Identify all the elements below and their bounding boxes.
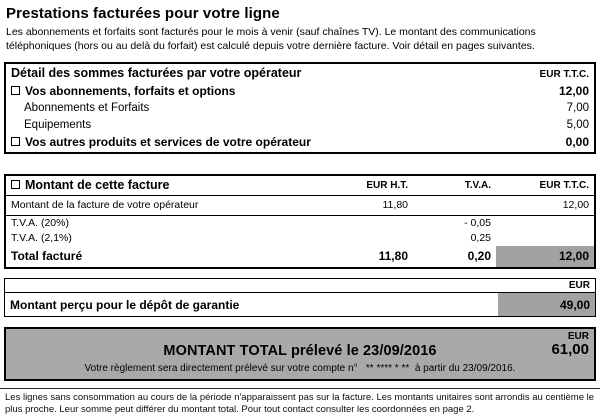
table-row	[6, 216, 594, 231]
row-value: 5,00	[566, 119, 589, 131]
row-label: Montant de la facture de votre opérateur	[11, 199, 199, 211]
deposit-table	[4, 278, 596, 317]
row-label: Equipements	[24, 119, 92, 131]
invoice-table-title: Montant de cette facture	[25, 178, 170, 192]
table-row	[6, 83, 594, 100]
checkbox-icon	[11, 137, 20, 146]
currency-header-eur: EUR	[5, 279, 595, 293]
table-row	[6, 231, 594, 246]
table-row	[6, 100, 594, 117]
row-label: T.V.A. (20%)	[11, 217, 69, 229]
row-label: Vos abonnements, forfaits et options	[25, 84, 236, 98]
deposit-label: Montant perçu pour le dépôt de garantie	[10, 297, 240, 312]
total-title: MONTANT TOTAL prélevé le 23/09/2016	[163, 343, 437, 359]
operator-table-header	[6, 65, 594, 83]
invoice-amount-table	[4, 174, 596, 269]
checkbox-icon	[11, 86, 20, 95]
row-label: Abonnements et Forfaits	[24, 102, 150, 114]
intro-text: Les abonnements et forfaits sont facturés pour le mois à venir (sauf chaînes TV). Le montant des communications téléphoniques (hors ou au delà du forfait) est calculé depuis votre dernière facture. Voir détail en pages suivantes.	[6, 26, 536, 52]
total-box	[4, 327, 596, 381]
currency-header-eur: EUR	[567, 331, 589, 342]
row-value: 0,00	[565, 135, 589, 149]
column-header-ht: EUR H.T.	[366, 180, 408, 191]
total-amount: 61,00	[551, 341, 589, 358]
footer-note: Les lignes sans consommation au cours de la période n'apparaissent pas sur la facture. Les montants unitaires sont arrondis au centième le plus proche. Leur somme peut différer du montant total. Pour tout contact consulter les coordonnées en page 2.	[5, 392, 595, 415]
row-value: 12,00	[558, 84, 589, 98]
cell-tva: 0,25	[470, 232, 491, 244]
total-row	[6, 246, 594, 267]
cell-ht: 11,80	[378, 249, 408, 263]
column-header-tva: T.V.A.	[464, 180, 491, 191]
row-label: Total facturé	[11, 249, 83, 263]
total-note: Votre règlement sera directement prélevé sur votre compte n° ** **** * ** à partir du 23/09/2016.	[84, 363, 516, 374]
invoice-table-header	[6, 176, 594, 196]
operator-charges-table	[4, 62, 596, 154]
table-row	[6, 196, 594, 216]
row-label: T.V.A. (2,1%)	[11, 232, 72, 244]
cell-ttc	[496, 231, 594, 246]
page-title: Prestations facturées pour votre ligne	[6, 5, 280, 22]
table-row	[5, 293, 595, 316]
cell-ht	[316, 231, 413, 246]
checkbox-icon	[11, 180, 20, 189]
footer-divider	[0, 388, 600, 389]
row-label: Vos autres produits et services de votre opérateur	[25, 135, 311, 149]
row-value: 7,00	[566, 102, 589, 114]
table-row	[6, 134, 594, 151]
cell-ht: 11,80	[382, 199, 408, 211]
highlight-cell-ttc: 12,00	[496, 246, 594, 267]
cell-ttc	[496, 216, 594, 231]
column-header-ttc: EUR T.T.C.	[539, 180, 589, 191]
cell-tva	[413, 196, 496, 215]
cell-tva: - 0,05	[464, 217, 491, 229]
deposit-value-highlight: 49,00	[498, 293, 595, 316]
currency-header-ttc: EUR T.T.C.	[539, 69, 589, 80]
operator-table-title: Détail des sommes facturées par votre opérateur	[11, 66, 302, 80]
cell-tva: 0,20	[467, 249, 491, 263]
table-row	[6, 117, 594, 134]
cell-ttc: 12,00	[562, 199, 589, 211]
cell-ht	[316, 216, 413, 231]
